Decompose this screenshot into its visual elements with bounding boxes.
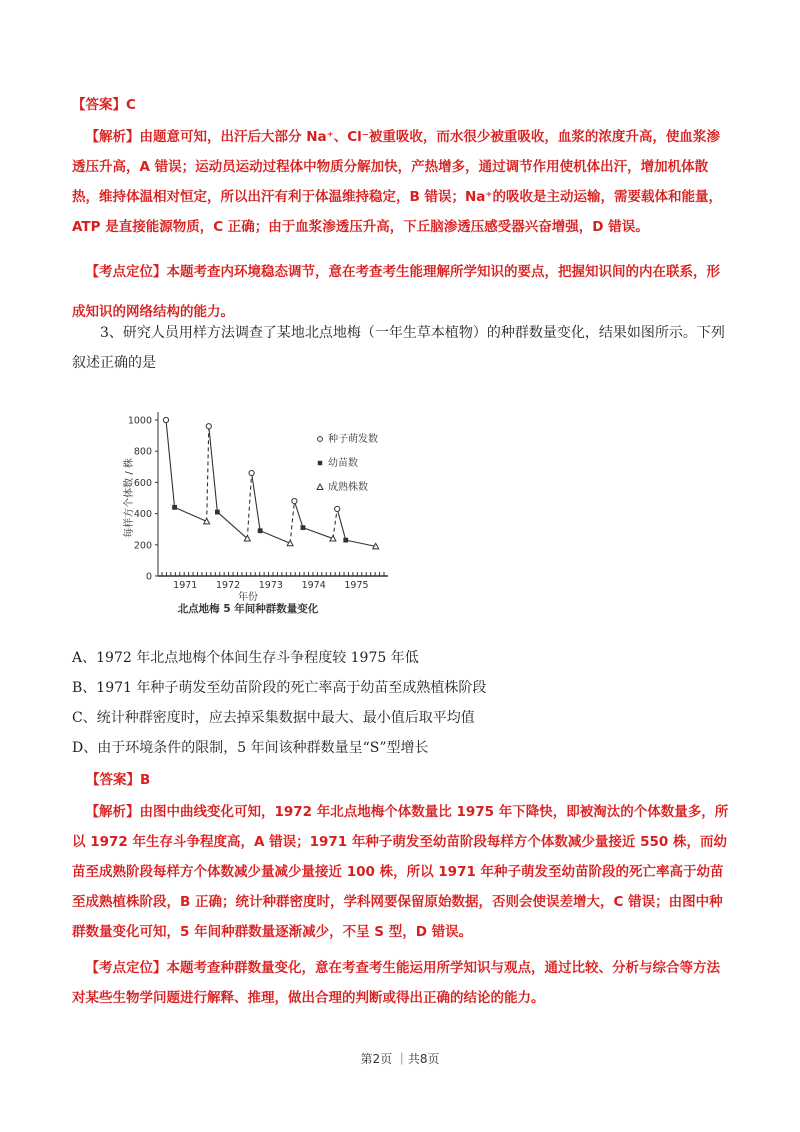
seedling-point [172, 505, 177, 510]
exam-point-3-label: 【考点定位】 [85, 960, 167, 976]
legend-label: 成熟株数 [328, 482, 368, 493]
series-segment [217, 512, 247, 539]
x-tick-label: 1972 [215, 580, 241, 591]
answer-1 [72, 93, 136, 113]
answer-3-value: B [140, 772, 151, 788]
x-tick-label: 1974 [301, 580, 326, 591]
answer-1-value: C [126, 97, 136, 113]
option-b: B、1971 年种子萌发至幼苗阶段的死亡率高于幼苗至成熟植株阶段 [72, 680, 487, 696]
analysis-1-text: 由题意可知，出汗后大部分 Na⁺、Cl⁻被重吸收，而水很少被重吸收，血浆的浓度升高，使血浆渗透压升高，A 错误；运动员运动过程体中物质分解加快，产热增多，通过调节作用使机体出汗，增加机体散热，维持体温相对恒定，所以出汗有利于体温维持稳定，B 错误；Na⁺的吸收是主动运输，需要载体和能量，ATP 是直接能源物质，C 正确；由于血浆渗透压升高，下丘脑渗透压感受器兴奋增强，D 错误。 [72, 129, 723, 235]
legend-label: 幼苗数 [328, 458, 358, 469]
question-3-stem: 3、研究人员用样方法调查了某地北点地梅（一年生草本植物）的种群数量变化，结果如图所示。下列叙述正确的是 [72, 325, 725, 371]
chart-x-label: 年份 [238, 592, 258, 603]
reseed-dashed-segment [333, 509, 337, 539]
analysis-3-text: 由图中曲线变化可知，1972 年北点地梅个体数量比 1975 年下降快，即被淘汰的个体数量多，所以 1972 年生存斗争程度高，A 错误；1971 年种子萌发至幼苗阶段每样方个体数减少量接近 550 株，而幼苗至成熟阶段每样方个体数减少量减少量接近 100 株，所以 1971 年种子萌发至幼苗阶段的死亡率高于幼苗至成熟植株阶段，B 正确；统计种群密度时，学科网要保留原始数据，否则会使误差增大，C 错误；由图中种群数量变化可知，5 年间种群数量逐渐减少，不呈 S 型，D 错误。 [72, 804, 729, 940]
option-a: A、1972 年北点地梅个体间生存斗争程度较 1975 年低 [72, 650, 419, 666]
exam-point-1-text: 本题考查内环境稳态调节，意在考查考生能理解所学知识的要点，把握知识间的内在联系，形成知识的网络结构的能力。 [72, 264, 720, 320]
seedling-point [301, 525, 306, 530]
x-tick-label: 1973 [258, 580, 283, 591]
seedling-point [343, 538, 348, 543]
option-d: D、由于环境条件的限制，5 年间该种群数量呈“S”型增长 [72, 740, 429, 756]
series-segment [175, 507, 207, 521]
seed-point [163, 417, 168, 422]
analysis-3 [72, 797, 732, 947]
legend-label: 种子萌发数 [328, 434, 378, 445]
seed-point [292, 499, 297, 504]
series-segment [346, 540, 376, 546]
seedling-point [258, 528, 263, 533]
chart-title: 北点地梅 5 年间种群数量变化 [177, 603, 319, 615]
x-tick-label: 1971 [173, 580, 198, 591]
seed-point [249, 470, 254, 475]
exam-point-1-label: 【考点定位】 [85, 264, 167, 280]
legend-mature-marker [317, 484, 323, 490]
exam-point-3-text: 本题考查种群数量变化，意在考查考生能运用所学知识与观点，通过比较、分析与综合等方法对某些生物学问题进行解释、推理，做出合理的判断或得出正确的结论的能力。 [72, 960, 720, 1006]
series-segment [303, 528, 333, 539]
reseed-dashed-segment [207, 426, 209, 521]
series-segment [337, 509, 346, 540]
exam-point-3 [72, 953, 732, 1013]
chart-legend [317, 432, 378, 493]
reseed-dashed-segment [247, 473, 251, 539]
reseed-dashed-segment [290, 501, 294, 543]
series-segment [260, 531, 290, 543]
analysis-1-label: 【解析】 [85, 129, 140, 145]
analysis-1 [72, 122, 732, 242]
y-tick-label: 0 [145, 571, 152, 583]
series-segment [252, 473, 261, 531]
mature-point [287, 540, 293, 546]
answer-1-label: 【答案】 [72, 97, 126, 113]
series-segment [294, 501, 303, 528]
y-tick-label: 1000 [127, 415, 152, 427]
seed-point [206, 424, 211, 429]
seedling-point [215, 510, 220, 515]
page-footer: 第2页 ｜共8页 [360, 1052, 440, 1066]
option-c: C、统计种群密度时，应去掉采集数据中最大、最小值后取平均值 [72, 710, 475, 726]
y-tick-label: 200 [133, 540, 152, 552]
seed-point [335, 506, 340, 511]
legend-seedling-marker [318, 461, 322, 465]
x-tick-label: 1975 [344, 580, 369, 591]
mature-point [204, 518, 210, 524]
answer-3-label: 【答案】 [86, 772, 140, 788]
chart-y-label: 每样方个体数 / 株 [124, 458, 135, 538]
population-chart [110, 398, 410, 618]
series-segment [166, 420, 175, 507]
answer-3 [86, 768, 150, 788]
legend-seed-marker [318, 437, 323, 442]
y-tick-label: 800 [133, 446, 152, 458]
series-segment [209, 426, 218, 512]
y-tick-label: 600 [133, 477, 152, 489]
y-tick-label: 400 [133, 509, 152, 521]
analysis-3-label: 【解析】 [85, 804, 140, 820]
